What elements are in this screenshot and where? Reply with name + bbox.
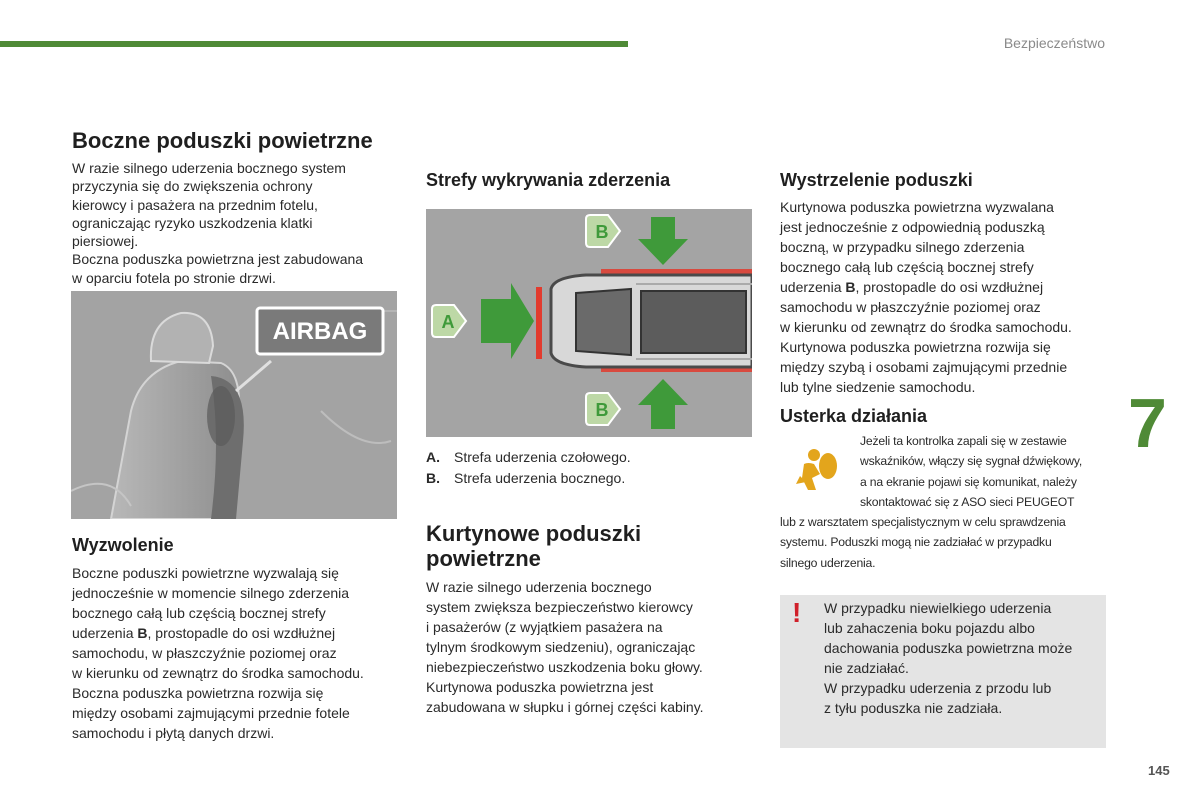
warning-line: W przypadku niewielkiego uderzenia xyxy=(824,600,1052,616)
intro-line: Boczna poduszka powietrzna jest zabudowana xyxy=(72,251,364,268)
airbag-warning-light-icon xyxy=(790,446,842,492)
deploy-line-text: , prostopadle do osi wzdłużnej xyxy=(855,279,1044,295)
fault-line: a na ekranie pojawi się komunikat, należy xyxy=(860,474,1077,489)
deploy-title: Wystrzelenie poduszki xyxy=(780,170,973,190)
warning-text xyxy=(824,598,1104,718)
fault-line: lub z warsztatem specjalistycznym w celu sprawdzenia xyxy=(780,515,1066,529)
curtain-line: Kurtynowa poduszka powietrzna jest xyxy=(426,679,654,695)
deploy-line: boczną, w przypadku silnego zderzenia xyxy=(780,239,1025,255)
curtain-airbags-text xyxy=(426,577,766,717)
curtain-line: zabudowana w słupku i górnej części kabiny. xyxy=(426,699,704,715)
intro-line: piersiowej. xyxy=(72,233,139,250)
deploy-line: bocznego całą lub częścią bocznej strefy xyxy=(780,259,1034,275)
legend-text: Strefa uderzenia bocznego. xyxy=(454,470,626,486)
intro-line: w oparciu fotela po stronie drzwi. xyxy=(72,269,276,286)
fault-line: systemu. Poduszki mogą nie zadziałać w przypadku xyxy=(780,535,1052,550)
trigger-title: Wyzwolenie xyxy=(72,535,174,555)
page-number: 145 xyxy=(1148,763,1170,778)
trigger-line: między osobami zajmującymi przednie fotele xyxy=(72,705,350,721)
intro-line: ograniczając ryzyko uszkodzenia klatki xyxy=(72,214,313,231)
curtain-line: i pasażerów (z wyjątkiem pasażera na xyxy=(426,619,663,635)
deploy-line: jest jednocześnie z odpowiednią poduszką xyxy=(780,219,1045,235)
curtain-line: system zwiększa bezpieczeństwo kierowcy xyxy=(426,599,693,615)
fault-title: Usterka działania xyxy=(780,406,928,426)
deploy-line: między szybą i osobami zajmującymi przednie xyxy=(780,359,1068,375)
trigger-line: samochodu i płytą danych drzwi. xyxy=(72,725,275,741)
chapter-number: 7 xyxy=(1128,384,1167,462)
warning-line: z tyłu poduszka nie zadziała. xyxy=(824,700,1003,716)
warning-line: W przypadku uderzenia z przodu lub xyxy=(824,680,1052,696)
deploy-line-text: uderzenia xyxy=(780,279,846,295)
car-roof xyxy=(641,291,746,353)
curtain-line: W razie silnego uderzenia bocznego xyxy=(426,579,652,595)
curtain-title-line: Kurtynowe poduszki xyxy=(426,521,642,546)
seat-airbag-image xyxy=(71,291,397,519)
trigger-line: jednocześnie w momencie silnego zderzenia xyxy=(72,585,350,601)
deploy-line: lub tylne siedzenie samochodu. xyxy=(780,379,976,395)
car-top-view xyxy=(426,209,752,437)
warning-line: nie zadziałać. xyxy=(824,660,909,676)
car-windshield xyxy=(576,289,631,355)
curtain-line: niebezpieczeństwo uszkodzenia boku głowy. xyxy=(426,659,703,675)
warning-exclamation-icon: ! xyxy=(792,597,802,628)
warning-line: lub zahaczenia boku pojazdu albo xyxy=(824,620,1035,636)
section-title: Bezpieczeństwo xyxy=(1003,35,1105,51)
deploy-line: Kurtynowa poduszka powietrzna rozwija się xyxy=(780,339,1051,355)
side-airbags-title: Boczne poduszki powietrzne xyxy=(72,128,373,153)
trigger-line: w kierunku od zewnątrz do środka samochodu. xyxy=(72,665,364,681)
impact-zones-diagram xyxy=(426,209,752,437)
intro-line: przyczynia się do zwiększenia ochrony xyxy=(72,178,313,195)
legend-key: A. xyxy=(426,449,440,465)
trigger-line-text: uderzenia xyxy=(72,625,138,641)
fault-text-indented xyxy=(860,431,1120,512)
curtain-airbags-title xyxy=(426,521,641,571)
deploy-line: w kierunku od zewnątrz do środka samochodu. xyxy=(780,319,1072,335)
deploy-text xyxy=(780,197,1120,397)
side-airbags-intro xyxy=(72,159,402,287)
trigger-line: bocznego całą lub częścią bocznej strefy xyxy=(72,605,326,621)
fault-line: silnego uderzenia. xyxy=(780,555,876,570)
legend-text: Strefa uderzenia czołowego. xyxy=(454,449,631,465)
zone-b-label-top: B xyxy=(595,222,609,242)
zones-legend xyxy=(426,447,756,489)
zones-title: Strefy wykrywania zderzenia xyxy=(426,170,671,190)
trigger-line: Boczne poduszki powietrzne wyzwalają się xyxy=(72,565,339,581)
zone-b-ref: B xyxy=(845,279,856,295)
deploy-line xyxy=(780,277,1120,297)
warning-box xyxy=(780,595,1106,748)
fault-line: wskaźników, włączy się sygnał dźwiękowy, xyxy=(860,454,1083,469)
warning-line: dachowania poduszka powietrzna może xyxy=(824,640,1073,656)
trigger-text xyxy=(72,563,407,743)
zone-b-label-bottom: B xyxy=(595,400,609,420)
zone-b-ref: B xyxy=(137,625,148,641)
legend-item xyxy=(426,468,756,489)
airbag-badge-text: AIRBAG xyxy=(272,318,368,345)
trigger-line-text: , prostopadle do osi wzdłużnej xyxy=(147,625,336,641)
header-green-bar xyxy=(0,41,628,47)
fault-line: skontaktować się z ASO sieci PEUGEOT xyxy=(860,494,1075,509)
seat-illustration xyxy=(71,291,397,519)
trigger-line: Boczna poduszka powietrzna rozwija się xyxy=(72,685,324,701)
legend-item xyxy=(426,447,756,468)
trigger-line xyxy=(72,623,407,643)
fault-text-full xyxy=(780,512,1120,573)
legend-key: B. xyxy=(426,470,440,486)
zone-a-label: A xyxy=(441,312,455,332)
fault-line: Jeżeli ta kontrolka zapali się w zestawie xyxy=(860,434,1067,448)
trigger-line: samochodu, w płaszczyźnie poziomej oraz xyxy=(72,645,337,661)
curtain-title-line: powietrzne xyxy=(426,546,541,571)
intro-line: W razie silnego uderzenia bocznego system xyxy=(72,160,346,176)
zone-a-bar xyxy=(536,287,542,359)
deploy-line: Kurtynowa poduszka powietrzna wyzwalana xyxy=(780,199,1054,215)
curtain-line: tylnym środkowym siedzeniu), ograniczając xyxy=(426,639,696,655)
intro-line: kierowcy i pasażera na przednim fotelu, xyxy=(72,196,318,213)
deploy-line: samochodu w płaszczyźnie poziomej oraz xyxy=(780,299,1041,315)
